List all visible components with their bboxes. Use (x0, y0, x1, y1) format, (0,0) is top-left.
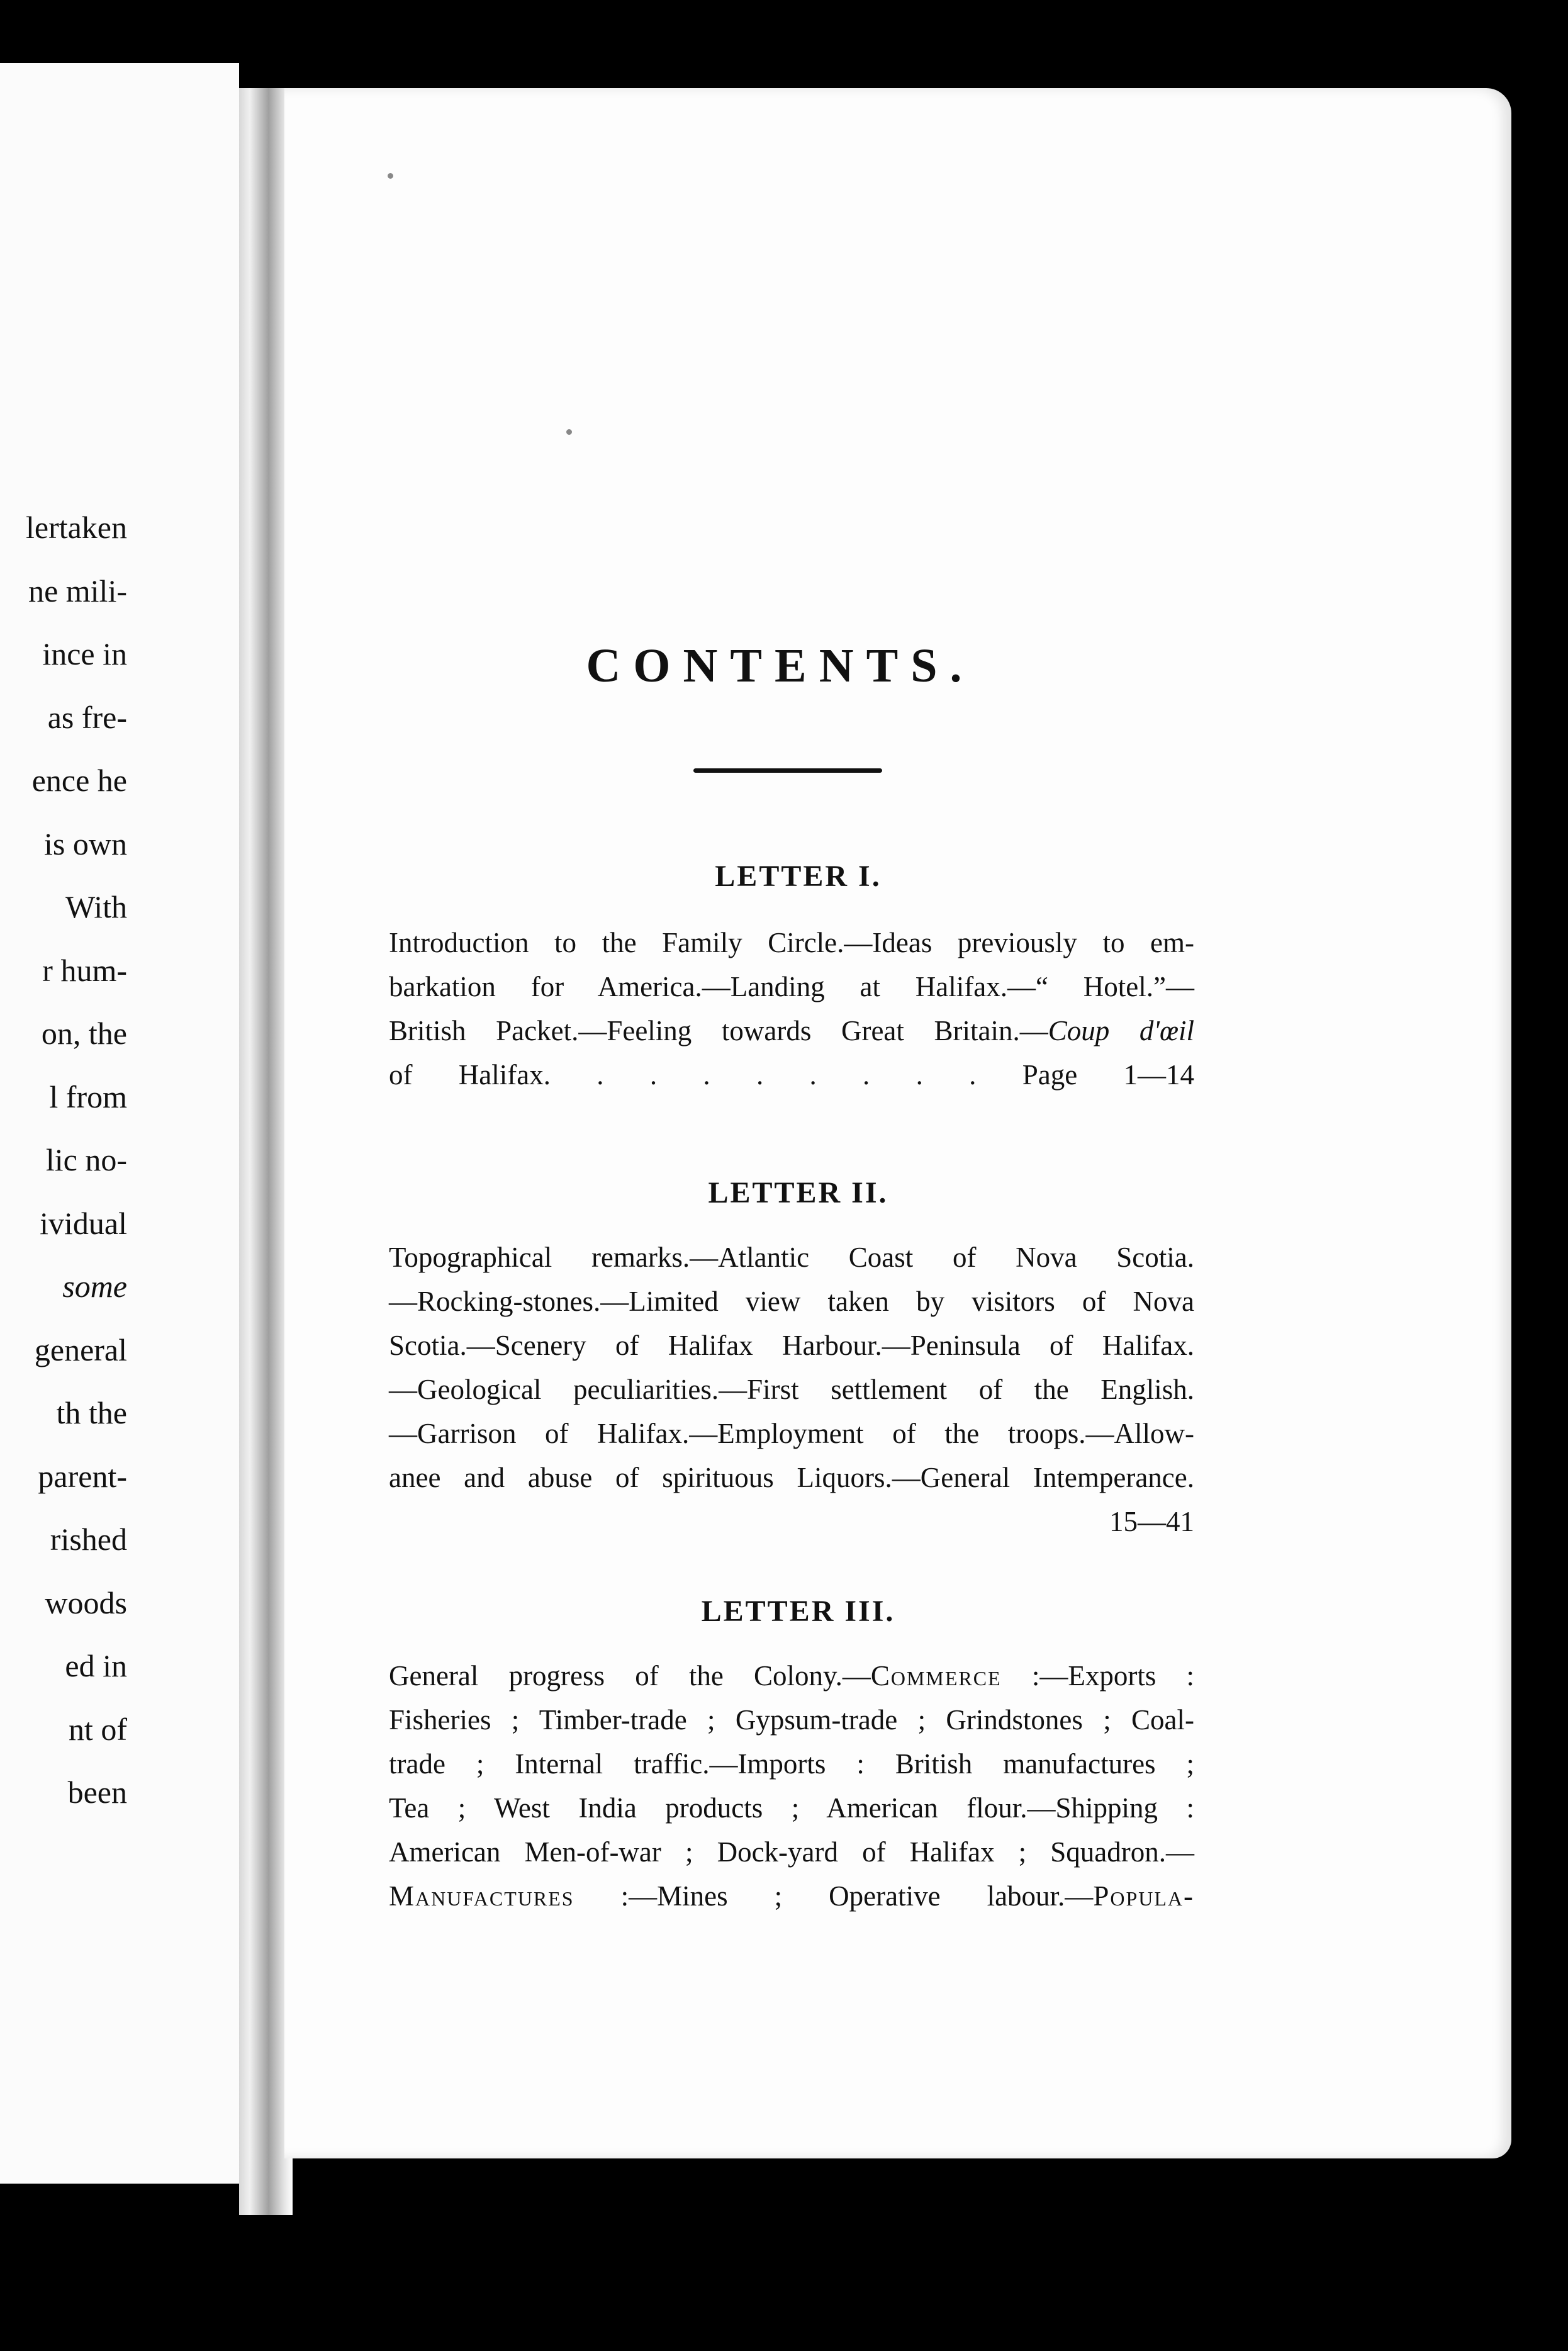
title-rule (693, 768, 882, 773)
letter-summary (389, 1654, 1194, 1918)
summary-line: —Geological peculiarities.—First settlement of the English. (389, 1374, 1194, 1405)
left-line: l from (49, 1079, 127, 1114)
left-line: as fre- (47, 699, 127, 735)
left-line: nt of (68, 1711, 127, 1747)
left-line: lic no- (45, 1142, 127, 1177)
left-line: ence he (31, 763, 127, 798)
left-facing-page (0, 63, 239, 2184)
summary-line: barkation for America.—Landing at Halifax.—“ Hotel.”— (389, 971, 1194, 1002)
left-line: r hum- (42, 952, 127, 988)
letter-summary (389, 1235, 1194, 1544)
left-line: woods (45, 1585, 127, 1620)
paper-spot (566, 429, 572, 435)
summary-line: —Rocking-stones.—Limited view taken by visitors of Nova (389, 1286, 1194, 1317)
left-line: ne mili- (28, 573, 127, 609)
summary-line: Scotia.—Scenery of Halifax Harbour.—Peninsula of Halifax. (389, 1330, 1194, 1361)
left-line: been (67, 1775, 127, 1810)
paper-spot (388, 173, 393, 179)
page-title: CONTENTS. (586, 639, 975, 692)
summary-line: of Halifax. . . . . . . . . Page 1—14 (389, 1059, 1194, 1091)
summary-line: Fisheries ; Timber-trade ; Gypsum-trade ; Grindstones ; Coal- (389, 1704, 1194, 1736)
letter-heading: LETTER I. (715, 860, 882, 893)
left-line: lertaken (25, 510, 127, 545)
summary-line: Introduction to the Family Circle.—Ideas previously to em- (389, 927, 1194, 958)
letter-heading: LETTER III. (701, 1595, 895, 1628)
left-line: on, the (41, 1016, 127, 1051)
page-range: 15—41 (1109, 1506, 1194, 1537)
summary-line: trade ; Internal traffic.—Imports : British manufactures ; (389, 1748, 1194, 1780)
summary-line: American Men-of-war ; Dock-yard of Halifax ; Squadron.— (389, 1836, 1194, 1868)
summary-line: Manufactures :—Mines ; Operative labour.—Popula- (389, 1880, 1194, 1912)
left-line: th the (56, 1395, 127, 1430)
left-line: ince in (42, 636, 127, 671)
summary-line: British Packet.—Feeling towards Great Britain.—Coup d'œil (389, 1015, 1194, 1046)
left-line: ed in (65, 1648, 127, 1683)
left-line: general (34, 1332, 127, 1367)
summary-line: Tea ; West India products ; American flour.—Shipping : (389, 1792, 1194, 1824)
left-line: ividual (40, 1205, 127, 1241)
summary-line: —Garrison of Halifax.—Employment of the troops.—Allow- (389, 1418, 1194, 1449)
left-line: rished (50, 1522, 127, 1557)
letter-summary (389, 921, 1194, 1097)
summary-line: General progress of the Colony.—Commerce :—Exports : (389, 1660, 1194, 1692)
summary-line: anee and abuse of spirituous Liquors.—General Intemperance. (389, 1462, 1194, 1493)
left-line: is own (44, 826, 127, 861)
left-line: some (62, 1269, 127, 1304)
left-line: With (65, 889, 127, 924)
left-line: parent- (38, 1458, 127, 1494)
letter-heading: LETTER II. (708, 1176, 888, 1209)
summary-line: Topographical remarks.—Atlantic Coast of Nova Scotia. (389, 1242, 1194, 1273)
